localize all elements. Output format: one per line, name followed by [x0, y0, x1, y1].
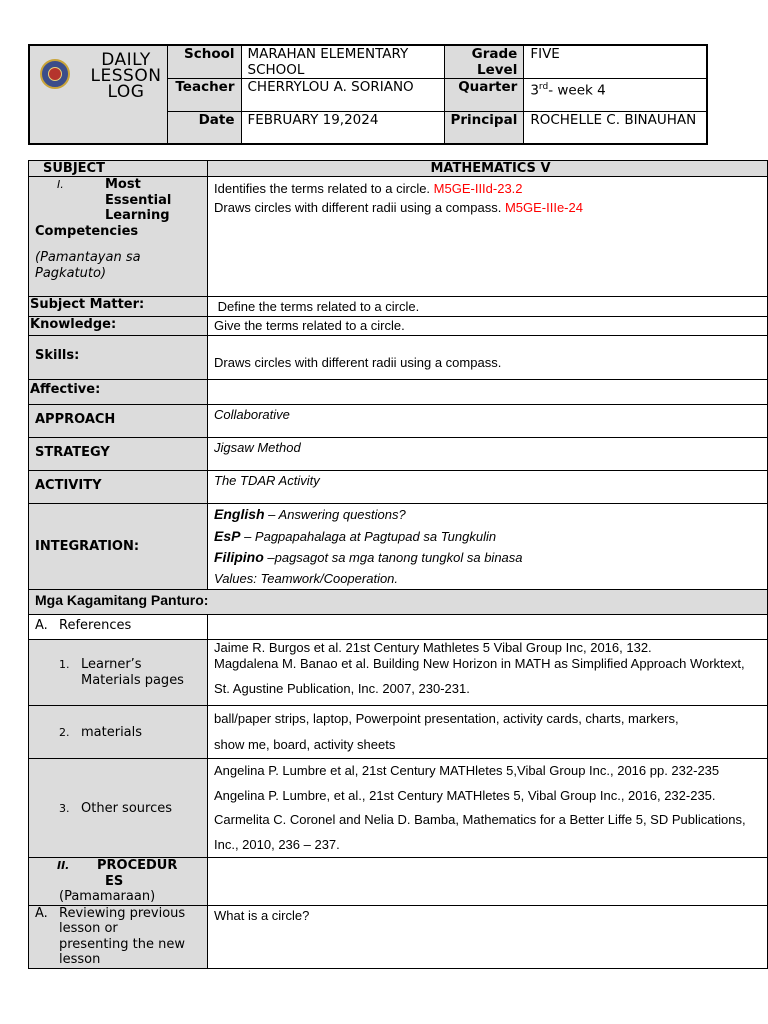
date-label: Date — [167, 112, 241, 144]
subject-matter-label: Subject Matter: — [29, 297, 208, 317]
procedures-value — [208, 858, 768, 906]
knowledge-value: Give the terms related to a circle. — [208, 317, 768, 336]
knowledge-label: Knowledge: — [29, 317, 208, 336]
learners-materials-value: Jaime R. Burgos et al. 21st Century Mathletes 5 Vibal Group Inc, 2016, 132. Magdalena M. Banao et al. Building New Horizon in MATH as Simplified Approach Worktext, St. Agustine Publication, Inc. 2007, 230-231. — [208, 640, 768, 706]
materials-header: Mga Kagamitang Panturo: — [29, 590, 768, 615]
integration-values: Values: Teamwork/Cooperation. — [214, 570, 399, 586]
affective-label: Affective: — [29, 380, 208, 405]
skills-value: Draws circles with different radii using a compass. — [208, 336, 768, 380]
subject-label: SUBJECT — [29, 161, 208, 177]
grade-level-value: FIVE — [524, 45, 707, 79]
subject-matter-value: Define the terms related to a circle. — [208, 297, 768, 317]
document-title: DAILY LESSON LOG — [90, 50, 162, 102]
procedures-label: II. PROCEDUR ES (Pamamaraan) — [29, 858, 208, 906]
competency-code-1: M5GE-IIId-23.2 — [433, 181, 523, 196]
integration-esp: EsP – Pagpapahalaga at Pagtupad sa Tungkulin — [214, 527, 497, 544]
materials-label: 2. materials — [29, 706, 208, 759]
subject-value: MATHEMATICS V — [208, 161, 768, 177]
integration-english: English – Answering questions? — [214, 506, 406, 522]
header-table — [28, 44, 708, 145]
school-label: School — [167, 45, 241, 79]
deped-seal-icon — [40, 59, 70, 89]
competencies-label: I. Most Essential Learning Competencies (Pamantayan sa Pagkatuto) — [29, 177, 208, 297]
integration-value — [208, 504, 768, 590]
integration-filipino: Filipino –pagsagot sa mga tanong tungkol sa binasa — [214, 549, 523, 565]
teacher-value: CHERRYLOU A. SORIANO — [241, 79, 444, 112]
competency-1: Identifies the terms related to a circle. M5GE-IIId-23.2 — [214, 181, 523, 196]
principal-value: ROCHELLE C. BINAUHAN — [524, 112, 707, 144]
materials-value: ball/paper strips, laptop, Powerpoint presentation, activity cards, charts, markers, show me, board, activity sheets — [208, 706, 768, 759]
integration-label: INTEGRATION: — [29, 504, 208, 590]
grade-level-label: Grade Level — [444, 45, 524, 79]
activity-value: The TDAR Activity — [208, 471, 768, 504]
approach-value: Collaborative — [208, 405, 768, 438]
teacher-label: Teacher — [167, 79, 241, 112]
competencies-value — [208, 177, 768, 297]
other-sources-value: Angelina P. Lumbre et al, 21st Century MATHletes 5,Vibal Group Inc., 2016 pp. 232-235 Angelina P. Lumbre, et al., 21st Century MATHletes 5, Vibal Group Inc., 2016, 232-235. Carmelita C. Coronel and Nelia D. Bamba, Mathematics for a Better Liffe 5, SD Publications, Inc., 2010, 236 – 237. — [208, 759, 768, 858]
references-label: A. References — [29, 615, 208, 640]
strategy-value: Jigsaw Method — [208, 438, 768, 471]
competency-2: Draws circles with different radii using a compass. M5GE-IIIe-24 — [214, 200, 583, 215]
strategy-label: STRATEGY — [29, 438, 208, 471]
reviewing-label: A. Reviewing previous lesson or presenting the new lesson — [29, 905, 208, 968]
learners-materials-label: 1. Learner’s Materials pages — [29, 640, 208, 706]
principal-label: Principal — [444, 112, 524, 144]
skills-label: Skills: — [29, 336, 208, 380]
activity-label: ACTIVITY — [29, 471, 208, 504]
other-sources-label: 3. Other sources — [29, 759, 208, 858]
logo-cell — [29, 45, 167, 144]
date-value: FEBRUARY 19,2024 — [241, 112, 444, 144]
quarter-label: Quarter — [444, 79, 524, 112]
lesson-plan-table — [28, 160, 768, 969]
affective-value — [208, 380, 768, 405]
school-value: MARAHAN ELEMENTARY SCHOOL — [241, 45, 444, 79]
references-value — [208, 615, 768, 640]
approach-label: APPROACH — [29, 405, 208, 438]
quarter-value: 3rd- week 4 — [524, 79, 707, 112]
competency-code-2: M5GE-IIIe-24 — [504, 200, 583, 215]
reviewing-value: What is a circle? — [208, 905, 768, 968]
